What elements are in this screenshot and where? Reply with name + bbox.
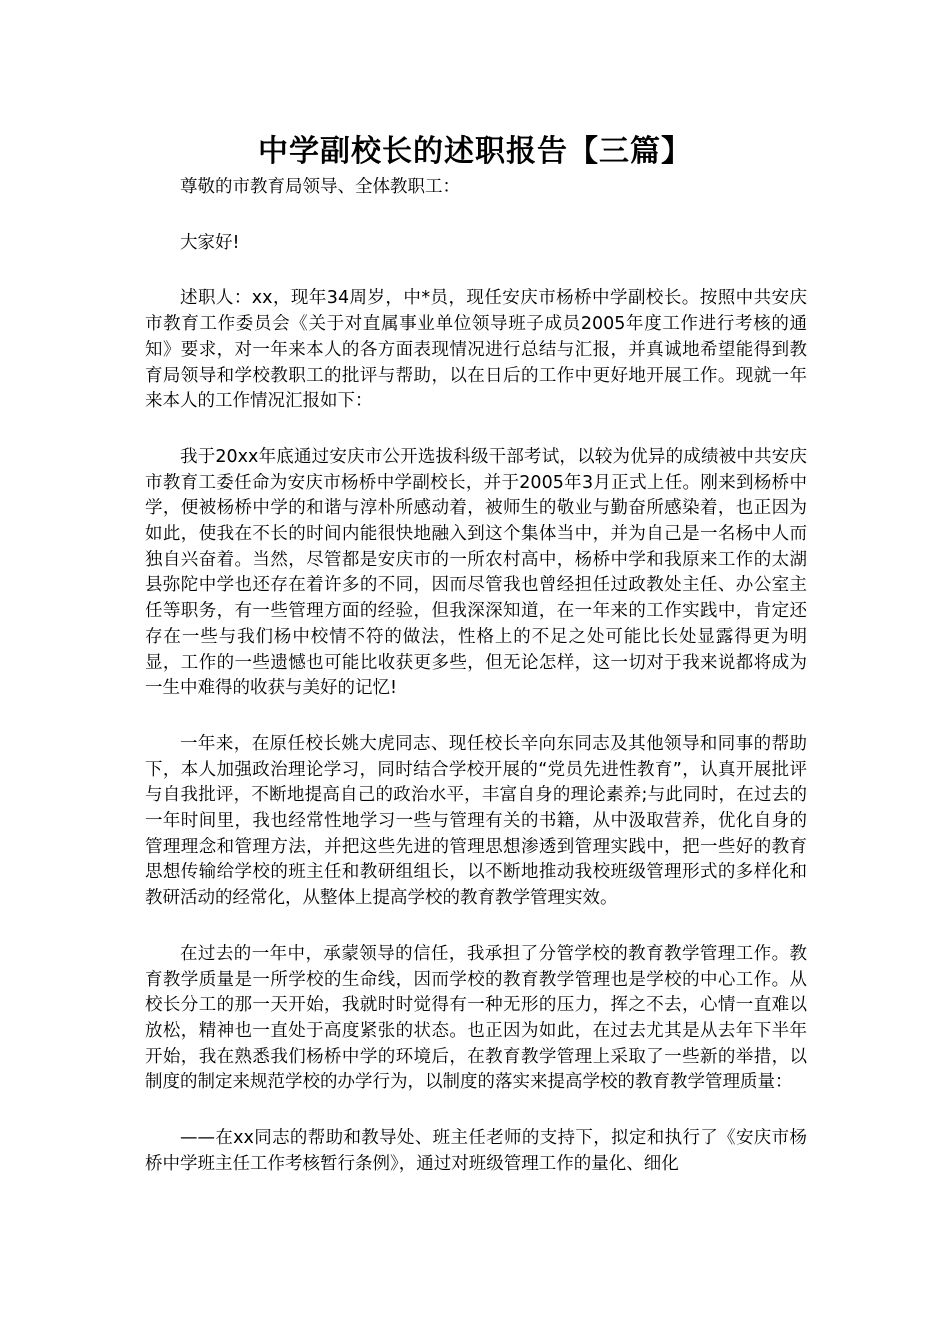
paragraph-background: 我于20xx年底通过安庆市公开选拔科级干部考试，以较为优异的成绩被中共安庆市教育工委任命为安庆市杨桥中学副校长，并于2005年3月正式上任。刚来到杨桥中学，便被杨桥中学的和谐与淳朴所感动着，被师生的敬业与勤奋所感染着，也正因为如此，使我在不长的时间内能很快地融入到这个集体当中，并为自己是一名杨中人而独自兴奋着。当然，尽管都是安庆市的一所农村高中，杨桥中学和我原来工作的太湖县弥陀中学也还存在着许多的不同，因而尽管我也曾经担任过政教处主任、办公室主任等职务，有一些管理方面的经验，但我深深知道，在一年来的工作实践中，肯定还存在一些与我们杨中校情不符的做法，性格上的不足之处可能比长处显露得更为明显，工作的一些遗憾也可能比收获更多些，但无论怎样，这一切对于我来说都将成为一生中难得的收获与美好的记忆! — [145, 446, 807, 699]
document-body — [145, 175, 807, 1208]
paragraph-management: 在过去的一年中，承蒙领导的信任，我承担了分管学校的教育教学管理工作。教育教学质量是一所学校的生命线，因而学校的教育教学管理也是学校的中心工作。从校长分工的那一天开始，我就时时觉得有一种无形的压力，挥之不去，心情一直难以放松，精神也一直处于高度紧张的状态。也正因为如此，在过去尤其是从去年下半年开始，我在熟悉我们杨桥中学的环境后，在教育教学管理上采取了一些新的举措，以制度的制定来规范学校的办学行为，以制度的落实来提高学校的教育教学管理质量： — [145, 943, 807, 1093]
paragraph-intro: 述职人：xx，现年34周岁，中*员，现任安庆市杨桥中学副校长。按照中共安庆市教育工作委员会《关于对直属事业单位领导班子成员2005年度工作进行考核的通知》要求，对一年来本人的各方面表现情况进行总结与汇报，并真诚地希望能得到教育局领导和学校教职工的批评与帮助，以在日后的工作中更好地开展工作。现就一年来本人的工作情况汇报如下： — [145, 288, 807, 412]
document-title: 中学副校长的述职报告【三篇】 — [258, 134, 692, 169]
salutation: 尊敬的市教育局领导、全体教职工： — [180, 177, 460, 197]
paragraph-study: 一年来，在原任校长姚大虎同志、现任校长辛向东同志及其他领导和同事的帮助下，本人加强政治理论学习，同时结合学校开展的“党员先进性教育”，认真开展批评与自我批评，不断地提高自己的政治水平，丰富自身的理论素养;与此同时，在过去的一年时间里，我也经常性地学习一些与管理有关的书籍，从中汲取营养，优化自身的管理理念和管理方法，并把这些先进的管理思想渗透到管理实践中，把一些好的教育思想传输给学校的班主任和教研组组长，以不断地推动我校班级管理形式的多样化和教研活动的经常化，从整体上提高学校的教育教学管理实效。 — [145, 733, 807, 909]
greeting: 大家好! — [180, 232, 240, 253]
paragraph-measures: ——在xx同志的帮助和教导处、班主任老师的支持下，拟定和执行了《安庆市杨桥中学班主任工作考核暂行条例》，通过对班级管理工作的量化、细化 — [145, 1128, 807, 1174]
